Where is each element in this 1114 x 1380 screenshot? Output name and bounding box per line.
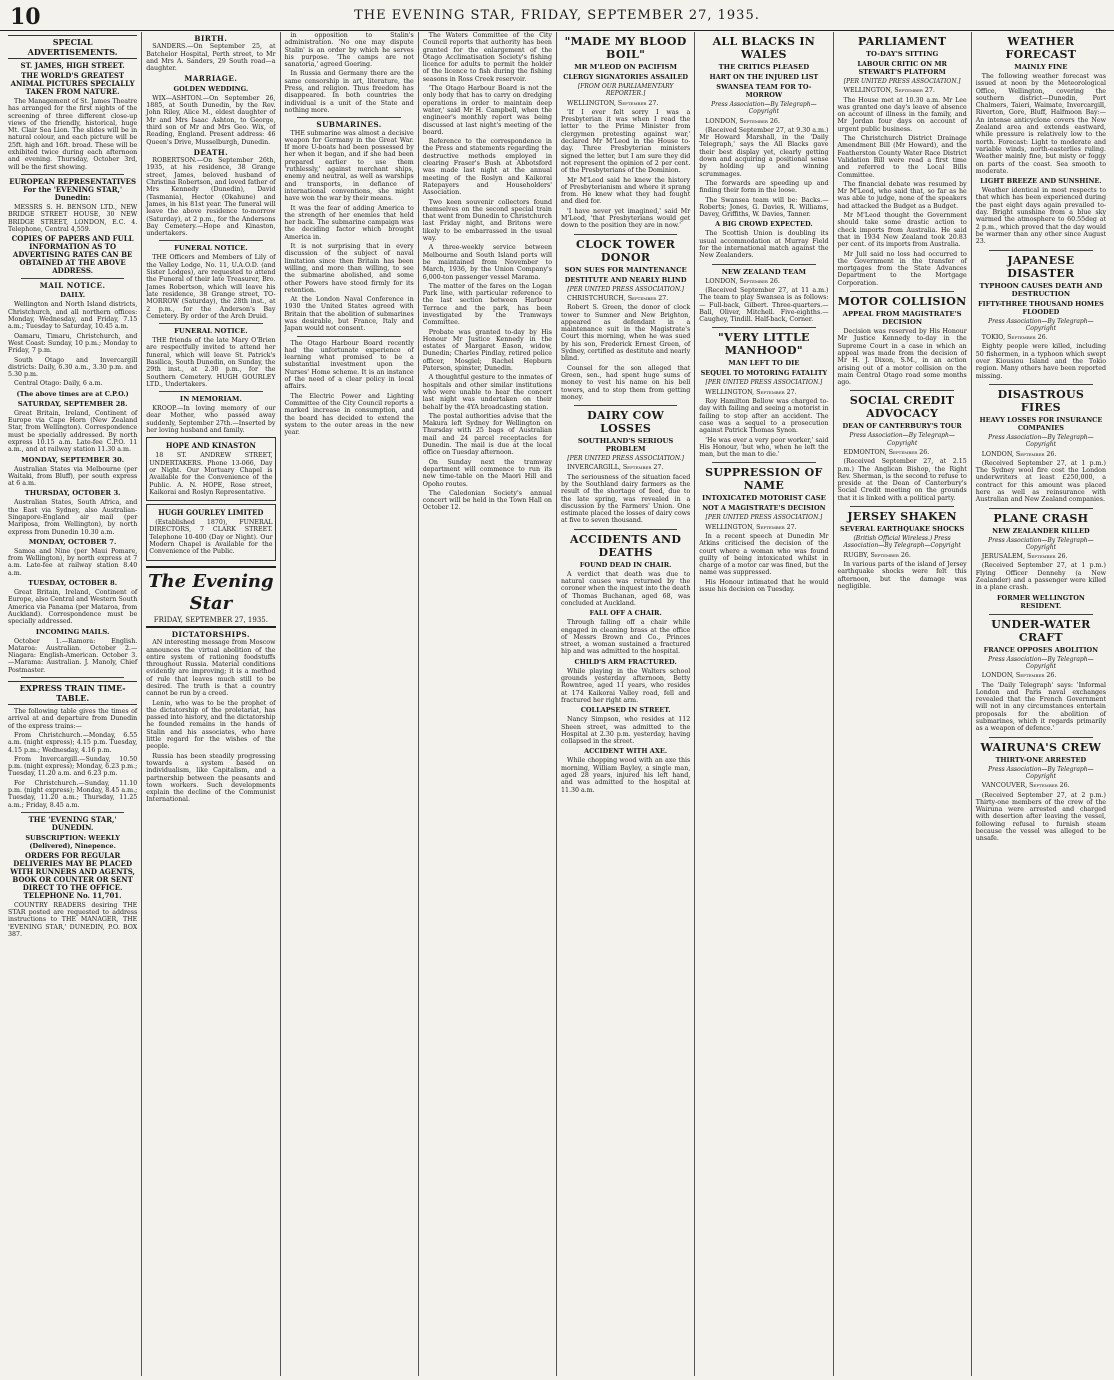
mail-tuesday-heading: TUESDAY, OCTOBER 8. [28,579,118,588]
divider [850,390,953,391]
local-paragraph: The Caledonian Society's annual concert will be held in the Town Hall on October 12. [422,489,552,512]
article-dateline: WELLINGTON, September 27. [705,523,797,531]
submarines-paragraph: It was the fear of adding America to the strength of her enemies that held her back. The submarine campaign was the deciding factor which brought America in. [284,204,414,241]
article-headline: ACCIDENTS AND DEATHS [570,532,682,559]
article-paragraph: Robert S. Green, the donor of clock tower to Sumner and New Brighton, appeared as defendant in a maintenance suit in the Magistrate's Court this morning, when he was sued by his son, Frederick Ernest Green, of Sydney, certified as destitute and nearly blind. [561,304,691,363]
mail-body-1: Wellington and North Island districts, Christchurch, and all northern offices: Monday, Wednesday, and Friday, 7.15 a.m.; Tuesday to Saturday, 10.45 a.m. [8,301,138,331]
article-dateline: JERUSALEM, September 26. [981,553,1068,561]
column-4 [419,32,557,1376]
article-subhead: THE CRITICS PLEASED [718,63,810,71]
divider [989,737,1093,738]
mail-monday2-body: Samoa and Nine (per Maui Pomare, from Wellington), by north express at 7 a.m. Late-fee at railway station 8.40 a.m. [8,547,138,577]
divider [850,291,953,292]
article-wairuna-crew [976,741,1106,843]
mail-thursday-body: Australian States, South Africa, and the East via Sydney, also Australian-Singapore-England air mail (per Mariposa, from Wellington), by north express from Dunedin 10.30 a.m. [8,499,138,536]
article-subhead: DEAN OF CANTERBURY'S TOUR [842,422,962,431]
article-paragraph: In various parts of the island of Jersey earthquake shocks were felt this afternoon, but the damage was negligible. [837,560,967,590]
article-subhead: TYPHOON CAUSES DEATH AND DESTRUCTION [979,281,1103,298]
article-social-credit [838,394,967,502]
article-subhead: THIRTY-ONE ARRESTED [995,755,1087,764]
article-credit: Press Association—By Telegraph—Copyright [988,317,1094,332]
article-paragraph: Mr M'Leod said he knew the history of Presbyterianism and where it sprang from. He knew what they had fought and died for. [561,176,691,206]
article-dateline: LONDON, September 26. [981,450,1057,458]
euro-reps-body: MESSRS S. H. BENSON LTD., NEW BRIDGE STREET HOUSE, 30 NEW BRIDGE STREET, LONDON, E.C. 4. Telephone, Central 4,559. [8,203,138,233]
article-headline: "MADE MY BLOOD BOIL" [564,35,687,61]
article-paragraph: Nancy Simpson, who resides at 112 Sheen street, was admitted to the Hospital at 2.30 p.m. yesterday, having collapsed in the street. [561,716,691,746]
divider [159,323,262,324]
local-paragraph: On Sunday next the tramway department will commence to run its new time-table on the Maori Hill and Opoho routes. [422,458,552,488]
article-dateline: CHRISTCHURCH, September 27. [567,294,669,302]
column-1 [4,32,142,1376]
mail-notice-heading: MAIL NOTICE. [39,281,106,291]
newspaper-flag: The Evening Star [146,566,275,615]
article-motor-collision [838,295,967,386]
column-2 [142,32,280,1376]
marriage-subheading: GOLDEN WEDDING. [173,84,249,93]
article-dateline: LONDON, September 26. [705,117,780,125]
article-very-little-manhood [699,331,828,458]
article-all-blacks-in-wales [699,35,828,260]
article-dateline: TOKIO, September 26. [981,334,1048,342]
article-subhead: SEVERAL EARTHQUAKE SHOCKS [840,525,965,534]
birth-notice: SANDERS.—On September 25, at Batchelor Hospital, Perth street, to Mr and Mrs A. Sanders, 29 South road—a daughter. [146,43,276,73]
newspaper-columns [4,32,1110,1376]
article-paragraph: Mr M'Leod thought the Government should take some drastic action to check imports from Australia. He said that in 1934 New Zealand took 20.83 per cent. of its imports from Australia. [837,212,967,249]
local-paragraph: The Otago Harbour Board recently had the unfortunate experience of learning what promised to be a substantial investment upon the Nurses' Home scheme. It is an instance of the need of a clear policy in local affairs. [284,339,414,391]
article-paragraph: A verdict that death was due to natural causes was returned by the coroner when the inquest into the death of Thomas Buchanan, aged 68, was concluded at Auckland. [561,570,691,607]
theatre-name: ST. JAMES, HIGH STREET. [20,61,125,70]
column-7 [834,32,972,1376]
article-dateline: WELLINGTON, September 27. [843,87,935,95]
marriage-notice: WIX—ASHTON.—On September 26, 1885, at South Dunedin, by the Rev. John Riley, Alice M., eldest daughter of Mr and Mrs Isaac Ashton, to George, third son of Mr and Mrs Geo. Wix, of Reading, England. Present address: 46 Queen's Drive, Musselburgh, Dunedin. [146,94,276,146]
article-plane-crash [976,512,1106,610]
article-subhead: NEW ZEALANDER KILLED [992,526,1090,535]
local-paragraph: The Waters Committee of the City Council reports that authority has been granted for the enlargement of the Otago Acclimatisation Society's fishing licence for adults to permit the holder of the licence to fish during the fishing seasons in Ross Creek reservoir. [422,32,552,83]
running-head: THE EVENING STAR, FRIDAY, SEPTEMBER 27, 1935. [354,8,760,23]
divider [712,264,815,265]
article-headline: NEW ZEALAND TEAM [721,267,807,276]
column-3 [281,32,419,1376]
timetable-row: From Invercargill.—Sunday, 10.50 p.m. (night express); Monday, 6.23 p.m.; Tuesday, 11.20 a.m. and 6.23 p.m. [8,755,138,778]
divider [21,677,124,678]
memoriam-notice: KROOP.—In loving memory of our dear Mother, who passed away suddenly, September 27th.—Inserted by her loving husband and family. [146,405,276,435]
mail-monday-body: Australian States via Melbourne (per Waitaki, from Bluff), per south express at 6 a.m. [8,465,138,488]
article-dateline: LONDON, September 26. [705,277,780,285]
article-subhead: NOT A MAGISTRATE'S DECISION [702,504,826,513]
timetable-row: From Christchurch.—Monday, 6.55 a.m. (night express); 4.15 p.m. Tuesday, 4.15 p.m.; Wednesday, 4.16 p.m. [8,731,138,754]
article-new-zealand-team [699,268,828,324]
mail-thursday-heading: THURSDAY, OCTOBER 3. [24,489,121,498]
local-paragraph: Probate was granted to-day by His Honour Mr Justice Kennedy in the estates of Margaret Eason, widow, Dunedin; Charles Pindlay, retired police officer, Mosgiel; Rachel Hepburn Paterson, spinster, Dunedin. [422,328,552,373]
flag-date: FRIDAY, SEPTEMBER 27, 1935. [146,617,275,628]
article-dateline: RUGBY, September 26. [843,551,911,559]
funeral-notice: THE Officers and Members of Lily of the Valley Lodge, No. 11, U.A.O.D. (and Sister Lodges), are requested to attend the Funeral of their late Treasurer, Bro. James Robertson, which will leave his late residence, 38 Grange street, TO-MORROW (Saturday), the 28th inst., at 2 p.m., for the Anderson's Bay Cemetery. By order of the Arch Druid. [146,254,276,320]
article-disastrous-fires [976,388,1106,504]
article-paragraph: The seriousness of the situation faced by the Southland dairy farmers as the result of the shortage of feed, due to the late spring, was revealed in a discussion by the Farmers' Union. One estimate placed the losses of dairy cows at five to seven thousand. [561,473,691,525]
article-paragraph: Counsel for the son alleged that Green, sen., had spent huge sums of money to vest his name on his bell towers, and to stop them from getting money. [561,364,691,401]
mail-note: (The above times are at C.P.O.) [16,389,129,398]
article-subhead: APPEAL FROM MAGISTRATE'S DECISION [842,310,962,327]
article-paragraph: Roy Hamilton Bellow was charged to-day with failing and seeing a motorist in failing to stop after an accident. The case was a sequel to a prosecution against Patrick Thomas Synon. [699,398,829,435]
special-ads-heading: SPECIAL ADVERTISEMENTS. [8,35,137,59]
article-paragraph: (Received September 27, at 9.30 a.m.) Mr Howard Marshall, in the 'Daily Telegraph,' says the All Blacks gave their best display yet, clearly getting down and acquiring a positional sense by holding up and winning scrummages. [699,126,829,178]
local-paragraph: The matter of the fares on the Logan Park line, with particular reference to the last section between Harbour Terrace and the park, has been investigated by the Tramways Committee. [422,282,552,327]
article-headline: WAIRUNA'S CREW [980,740,1102,754]
article-dateline: WELLINGTON, September 27. [705,388,797,396]
mail-body-2: Oamaru, Timaru, Christchurch, and West Coast: Sunday, 10 p.m.; Monday to Friday, 7 p.m. [8,332,138,355]
article-paragraph: The forwards are speeding up and finding their form in the loose. [699,179,829,195]
divider [21,174,124,175]
article-paragraph: (Received September 27, at 1 p.m.) Flying Officer Dennehy (a New Zealander) and a passenger were killed in a plane crash. [975,562,1106,592]
article-weather-forecast [976,35,1106,246]
marriage-heading: MARRIAGE. [184,74,238,84]
article-dateline: VANCOUVER, September 26. [981,782,1070,790]
article-subhead: COLLAPSED IN STREET. [580,706,671,715]
article-credit: Press Association—By Telegraph—Copyright [988,655,1094,670]
article-subhead: A BIG CROWD EXPECTED. [715,220,813,229]
theatre-tagline: THE WORLD'S GREATEST ANIMAL PICTURES SPECIALLY TAKEN FROM NATURE. [10,71,135,96]
article-dateline: INVERCARGILL, September 27. [567,464,664,472]
divider [574,529,677,530]
euro-reps-heading: EUROPEAN REPRESENTATIVES For the 'EVENING STAR,' Dunedin: [9,176,136,202]
mail-tuesday-body: Great Britain, Ireland, Continent of Europe, also Central and Western South America via Panama (per Mataroa, from Auckland). Correspondence must be specially addressed. [8,589,138,626]
divider [989,384,1093,385]
divider [21,812,124,813]
divider [297,117,400,118]
article-subhead: MR M'LEOD ON PACIFISM [574,63,677,71]
article-headline: WEATHER FORECAST [1005,35,1077,61]
article-subhead: INTOXICATED MOTORIST CASE [701,494,826,503]
article-subhead: HART ON THE INJURED LIST [709,73,819,81]
submarines-heading: SUBMARINES. [316,120,382,130]
funeral-heading: FUNERAL NOTICE. [174,327,248,336]
article-paragraph: The Swansea team will be: Backs.—Roberts; Jones, G. Davies, R. Williams, Davey, Griffiths, W. Davies, Tanner. [699,196,829,219]
article-credit: Press Association—By Telegraph—Copyright [711,101,817,116]
article-dairy-cow-losses [561,409,690,525]
article-paragraph: While chopping wood with an axe this morning, William Bayley, a single man, aged 28 years, injured his left hand, and was admitted to the hospital at 11.30 a.m. [561,757,691,794]
divider [159,240,262,241]
article-accidents-and-deaths [561,533,690,794]
article-paragraph: His Honour intimated that he would issue his decision on Tuesday. [699,578,829,594]
article-paragraph: 'If I ever felt sorry I was a Presbyterian it was when I read the letter to the Prime Minister from clergymen protesting against war,' declared Mr M'Leod in the House to-day. Three Presbyterian ministers signed the letter, but I am sure they did not represent the opinion of 2 per cent. of the Presbyterians of the Dominion. [561,108,691,175]
masthead [0,0,1114,31]
article-credit: Press Association—By Telegraph—Copyright [849,432,955,447]
article-paragraph: While playing in the Walters school grounds yesterday afternoon, Betty Rowntree, aged 11 years, who resides at 174 Kaikorai Valley road, fell and fractured her right arm. [561,667,691,704]
submarines-paragraph: THE submarine was almost a decisive weapon for Germany in the Great War. If more U-boats had been possessed by her when it began, and if she had been prepared earlier to use them 'ruthlessly,' against merchant ships, enemy and neutral, as well as warships and transports, in defiance of international conventions, she might have won the war by their means. [284,129,414,203]
funeral-notice: THE friends of the late Mary O'Brien are respectfully invited to attend her funeral, which will leave St. Patrick's Basilica, South Dunedin, on Sunday, the 29th inst., at 2.30 p.m., for the Southern Cemetery. HUGH GOURLEY LTD., Undertakers. [146,337,276,388]
divider [712,327,815,328]
article-subhead: DESTITUTE AND NEARLY BLIND [564,275,687,284]
divider [989,250,1093,251]
article-paragraph: (Received September 27, at 2 p.m.) Thirty-one members of the crew of the Wairuna were arrested and charged with desertion after leaving the vessel, following refusal to furnish steam because the vessel was alleged to be unsafe. [975,791,1106,843]
gourley-ad [146,504,275,560]
article-headline: SUPPRESSION OF NAME [705,466,823,493]
editorial-paragraph: AN interesting message from Moscow announces the virtual abolition of the entire system of rationing foodstuffs throughout Russia. Material conditions evidently are improving; it is a method of rule that leaves much still to be desired. The truth is that a country cannot be run by a creed. [146,639,276,698]
article-credit: Press Association—By Telegraph—Copyright [988,536,1094,551]
timetable-intro: The following table gives the times of arrival at and departure from Dunedin of the express trains:— [8,708,138,730]
article-paragraph: The House met at 10.30 a.m. Mr Lee was granted one day's leave of absence on account of illness in the family, and Mr Jordan four days on account of urgent public business. [837,96,967,133]
divider [989,614,1093,615]
article-paragraph: (Received September 27, at 1 p.m.) The Sydney wool fire cost the London underwriters at least £250,000, a contract for this amount was placed here as well as reinsurance with Australian and New Zealand companies. [975,459,1106,504]
article-headline: PLANE CRASH [993,511,1089,525]
article-credit: [PER UNITED PRESS ASSOCIATION.] [705,379,823,387]
mail-saturday-body: Great Britain, Ireland, Continent of Europe via Cape Horn (New Zealand Star, from Wellington). Correspondence must be specially addressed. By north express 10.15 a.m. Late-fee C.P.O. 11 a.m., and at railway station 11.30 a.m. [8,409,138,454]
column-5 [557,32,695,1376]
article-credit: [FROM OUR PARLIAMENTARY REPORTER.] [577,83,674,98]
article-paragraph: Mr Jull said no loss had occurred to the Government in the transfer of mortgages from the State Advances Department to the Mortgage Corporation. [837,250,967,287]
article-paragraph: The following weather forecast was issued at noon by the Meteorological Office, Wellington, covering the southern district—Dunedin, Port Chalmers, Taieri, Waimate, Invercargill, Riverton, Gore, Bluff, Halfmoon Bay:— An intense anticyclone covers the New Zealand area and extends eastward, while pressure is relatively low to the north. Forecast: Light to moderate and variable winds, north-easterlies ruling. Weather mainly fine, but misty or foggy on parts of the coast. Sea smooth to moderate. [975,73,1106,175]
article-subhead: MAN LEFT TO DIE [728,359,800,368]
divider [989,508,1093,509]
article-dateline: EDMONTON, September 26. [843,448,930,456]
editorial-paragraph: Lenin, who was to be the prophet of the dictatorship of the proletariat, has passed into history, and the dictatorship he founded remains in the hands of Stalin and his associates, who have little regard for the wishes of the people. [146,699,276,751]
article-subhead: SON SUES FOR MAINTENANCE [564,265,687,274]
mail-body-4: Central Otago: Daily, 6 a.m. [14,380,103,388]
hope-kinaston-title: HOPE AND KINASTON [165,441,256,451]
article-subhead: CLERGY SIGNATORIES ASSAILED [563,73,689,81]
article-paragraph: The Scottish Union is doubling its usual accommodation at Murray Field for the international match against the New Zealanders. [699,230,829,260]
divider [712,462,815,463]
article-subhead: LABOUR CRITIC ON MR STEWART'S PLATFORM [857,60,947,76]
article-subhead: HEAVY LOSSES FOR INSURANCE COMPANIES [979,415,1103,432]
subscription-body: SUBSCRIPTION: WEEKLY (Delivered), Ninepence. [25,833,120,850]
mail-daily-heading: DAILY. [60,291,86,300]
editorial-paragraph: in opposition to Stalin's administration. 'No one may dispute Stalin' is an order by which he serves his purpose. 'The camps are not sanatoria,' agreed Goering. [284,32,414,69]
article-credit: [PER UNITED PRESS ASSOCIATION.] [843,78,961,85]
mail-body-3: South Otago and Invercargill districts: Daily, 6.30 a.m., 3.30 p.m. and 5.30 p.m. [8,356,138,379]
editorial-paragraph: In Russia and Germany there are the same censorship in art, literature, the Press, and religion. Thus freedom has disappeared. In both countries the individual is a unit of the State and nothing more. [284,70,414,114]
timetable-row: For Christchurch.—Sunday, 11.10 p.m. (night express); Monday, 8.45 a.m.; Tuesday, 11.20 a.m.; Thursday, 11.25 a.m.; Friday, 8.45 a.m. [8,779,138,809]
article-paragraph: The Christchurch District Drainage Amendment Bill (Mr Howard), and the Featherston County Water Race District Validation Bill were read a first time and referred to the Local Bills Committee. [837,135,967,179]
article-paragraph: Decision was reserved by His Honour Mr Justice Kennedy to-day in the Supreme Court in a case in which an appeal was made from the decision of Mr H. J. Dixon, S.M., in an action arising out of a motor collision on the main Central Otago road some months ago. [837,328,967,387]
local-paragraph: The Electric Power and Lighting Committee of the City Council reports a marked increase in consumption, and the board has decided to extend the system to the outer areas in the new year. [284,392,414,437]
local-paragraph: Two keen souvenir collectors found themselves on the second special train that went from Dunedin to Christchurch last Friday night, and Britons were likely to be embarrassed in the usual way. [422,198,552,243]
memoriam-heading: IN MEMORIAM. [179,395,242,404]
article-headline: MOTOR COLLISION [837,295,967,309]
article-jersey-shaken [838,510,967,590]
birth-heading: BIRTH. [194,34,228,43]
article-credit: [PER UNITED PRESS ASSOCIATION.] [705,514,823,522]
mail-monday2-heading: MONDAY, OCTOBER 7. [28,537,117,546]
mail-saturday-heading: SATURDAY, SEPTEMBER 28. [17,399,128,408]
article-credit: [PER UNITED PRESS ASSOCIATION.] [567,455,684,463]
article-paragraph: Eighty people were killed, including 50 fishermen, in a typhoon which swept over Kiousiou Island and the Tokio region. Many others have been reported missing. [975,343,1106,380]
article-headline: DISASTROUS FIRES [997,387,1085,414]
article-made-my-blood-boil [561,35,690,230]
article-under-water-craft [976,618,1106,733]
incoming-mails-heading: INCOMING MAILS. [35,627,110,636]
article-credit: Press Association—By Telegraph—Copyright [988,433,1094,449]
article-paragraph: The financial debate was resumed by Mr M'Leod, who said that, so far as he was able to judge, none of the speakers had attacked the Budget as a Budget. [837,180,967,210]
funeral-heading: FUNERAL NOTICE. [174,244,248,253]
article-paragraph: (Received September 27, at 2.15 p.m.) The Anglican Bishop, the Right Rev. Sherman, is the second to refuse to preside at the Dean of Canterbury's Social Credit meeting on the grounds that it is linked with a political party. [837,458,967,502]
article-subhead: FIFTY-THREE THOUSAND HOMES FLOODED [977,299,1104,316]
local-paragraph: 'The Otago Harbour Board is not the only body that has to carry on dredging operations in order to maintain deep water,' said Mr H. Campbell, when the engineer's monthly report was being discussed at last night's meeting of the board. [422,85,552,136]
local-paragraph: A three-weekly service between Melbourne and South Island ports will be maintained from November to March, 1936, by the Union Company's 6,000-ton passenger vessel Marama. [422,244,552,281]
incoming-mails-body: October 1.—Ramora: English. Mataroa: Australian. October 2.—Niagara: English-American. October 3.—Marama: Australian. J. Manoly, Chief Postmaster. [8,637,138,674]
article-subhead: TO-DAY'S SITTING [866,50,939,58]
editorial-paragraph: Russia has been steadily progressing towards a system based on individualism, like Capitalism, and a partnership between the peasants and town workers. Such developments explain the decline of the Communist International. [146,752,276,804]
editorial-heading: DICTATORSHIPS. [171,629,250,639]
divider [574,405,677,406]
article-subhead: FALL OFF A CHAIR. [589,609,662,618]
subscription-orders: ORDERS FOR REGULAR DELIVERIES MAY BE PLACED WITH RUNNERS AND AGENTS, BOOK OR COUNTER OR SENT DIRECT TO THE OFFICE. TELEPHONE No. 11,701. [10,850,135,900]
article-clock-tower-donor [561,238,690,401]
divider [297,336,400,337]
article-subhead: FRANCE OPPOSES ABOLITION [983,645,1099,654]
submarines-paragraph: At the London Naval Conference in 1930 the United States agreed with Britain that the abolition of submarines was desirable, but France, Italy and Japan would not consent. [284,296,414,333]
article-subhead: LIGHT BREEZE AND SUNSHINE. [980,177,1102,186]
hope-kinaston-ad [146,437,275,501]
gourley-title: HUGH GOURLEY LIMITED [158,508,264,518]
divider [574,234,677,235]
article-dateline: WELLINGTON, September 27. [567,99,659,107]
article-headline: SOCIAL CREDIT ADVOCACY [849,394,955,421]
article-paragraph: Weather identical in most respects to that which has been experienced during the past eight days again prevailed to-day. Bright sunshine from a blue sky warmed the atmosphere to 60.55deg at 2 p.m., which proved that the day would be warmer than any other since August 23. [975,187,1106,246]
euro-reps-note: COPIES OF PAPERS AND FULL INFORMATION AS TO ADVERTISING RATES CAN BE OBTAINED AT THE ABOVE ADDRESS. [11,234,134,276]
column-8 [972,32,1110,1376]
subscription-heading: THE 'EVENING STAR,' DUNEDIN. [28,814,117,832]
local-paragraph: A thoughtful gesture to the inmates of hospitals and other similar institutions who were unable to hear the concert last night was undertaken on their behalf by the 4YA broadcasting station. [422,374,552,411]
article-subhead: FOUND DEAD IN CHAIR. [579,560,672,569]
article-credit: [PER UNITED PRESS ASSOCIATION.] [567,285,684,293]
article-paragraph: 'I have never yet imagined,' said Mr M'Leod, 'that Presbyterians would get down to the position they are in now.' [561,207,691,230]
article-paragraph: (Received September 27, at 11 a.m.) The team to play Swansea is as follows:— Full-back, Gilbert. Three-quarters.—Ball, Oliver, Mitchell. Five-eighths.—Caughey, Tindill. Half-back, Corner. [699,286,829,324]
article-headline: "VERY LITTLE MANHOOD" [718,331,810,358]
article-paragraph: Through falling off a chair while engaged in cleaning brass at the office of Messrs Brown and Co., Princes street, a woman sustained a fractured hip and was admitted to the hospital. [561,619,691,656]
theatre-body: The Management of St. James Theatre has arranged for the first nights of the screening of three different close-up views of the friendly, historical, huge Mt. Clair Sea Lion. The slides will be in natural colour, and each picture will be 25ft. high and 16ft. broad. These will be exhibited twice during each afternoon and evening. Thursday, October 3rd, will be the first showing. [8,98,138,171]
article-subhead: SOUTHLAND'S SERIOUS PROBLEM [577,437,674,454]
article-headline: DAIRY COW LOSSES [587,409,665,436]
article-paragraph: The 'Daily Telegraph' says: 'Informal London and Paris naval exchanges revealed that the French Government will not in any circumstances entertain proposals for the abolition of submarines, which it regards primarily as a weapon of defence.' [975,681,1106,733]
article-subhead: ACCIDENT WITH AXE. [584,747,668,756]
article-paragraph: In a recent speech at Dunedin Mr Atkins criticised the decision of the court where a woman who was found guilty of being intoxicated whilst in charge of a motor car was fined, but the name was suppressed. [699,532,829,577]
article-subhead: CHILD'S ARM FRACTURED. [574,657,677,666]
article-subhead: MAINLY FINE [1014,63,1068,71]
column-6 [695,32,833,1376]
article-subhead: FORMER WELLINGTON RESIDENT. [996,593,1085,610]
article-headline: JERSEY SHAKEN [847,510,957,524]
article-japanese-disaster [976,254,1106,380]
article-credit: (British Official Wireless.) Press Association—By Telegraph—Copyright [843,535,961,550]
divider [850,506,953,507]
divider [21,278,124,279]
article-suppression-of-name [699,466,828,593]
submarines-paragraph: It is not surprising that in every discussion of the subject of naval limitation since then Britain has been willing, and more than willing, to see the submarine abolished, and some other Powers have stood firmly for its retention. [284,243,414,294]
article-headline: JAPANESE DISASTER [1007,253,1075,280]
local-paragraph: Reference to the correspondence in the Press and statements regarding the destructive methods employed in clearing Fraser's Bush at Abbotsford was made last night at the annual meeting of the Roslyn and Kaikorai Ratepayers and Householders' Association. [422,138,552,197]
mail-monday-heading: MONDAY, SEPTEMBER 30. [21,455,125,464]
article-dateline: LONDON, September 26. [981,672,1057,680]
article-headline: ALL BLACKS IN WALES [712,35,816,61]
page-number: 10 [10,4,41,30]
death-notice: ROBERTSON.—On September 26th, 1935, at his residence, 38 Grange street, James, beloved husband of Christina Robertson, and loved father of Mrs Kennedy (Dunedin), David (Tasmania), Hector (Okahune) and James, in his 81st year. The funeral will leave the above residence to-morrow (Saturday), at 2 p.m., for the Andersons Bay Cemetery.—Hope and Kinaston, undertakers. [146,157,276,238]
article-headline: PARLIAMENT [857,35,947,48]
article-paragraph: 'He was ever a very poor worker,' said His Honour, 'but who, when he left the man, but the man to die.' [699,436,829,459]
article-headline: CLOCK TOWER DONOR [576,237,676,264]
article-headline: UNDER-WATER CRAFT [991,617,1091,644]
article-credit: Press Association—By Telegraph—Copyright [988,765,1094,780]
hope-kinaston-body: 18 ST. ANDREW STREET, UNDERTAKERS. Phone 13-066, Day or Night. Our Mortuary Chapel is Available for the Convenience of the Public. A. N. HOPE, Rose street, Kaikorai and Roslyn Representative. [149,452,273,496]
article-parliament [838,35,967,287]
divider [159,391,262,392]
article-subhead: SWANSEA TEAM FOR TO-MORROW [716,83,812,99]
timetable-heading: EXPRESS TRAIN TIME-TABLE. [8,681,137,705]
article-subhead: SEQUEL TO MOTORING FATALITY [700,369,828,378]
death-heading: DEATH. [193,147,229,157]
local-paragraph: The postal authorities advise that the Makura left Sydney for Wellington on Thursday with 25 bags of Australian mail and 24 parcel receptacles for Dunedin. The mail is due at the local office on Tuesday afternoon. [422,412,552,457]
subscription-country: COUNTRY READERS desiring THE STAR posted are requested to address instructions to THE MANAGER, THE 'EVENING STAR,' DUNEDIN, P.O. BOX 387. [8,901,138,939]
gourley-body: (Established 1870), FUNERAL DIRECTORS, 7 CLARK STREET. Telephone 10-400 (Day or Night). Our Modern Chapel is Available for the Convenience of the Public. [149,519,273,556]
